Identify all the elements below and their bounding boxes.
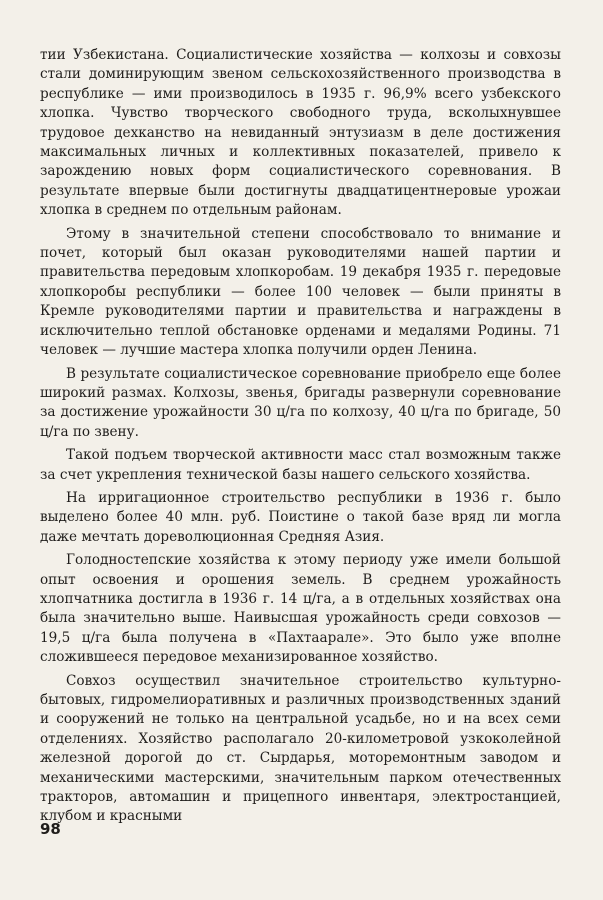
paragraph-3: В результате социалистическое соревнование приобрело еще более широкий размах. Колхозы, звенья, бригады развернули соревнование за достижение урожайности 30 ц/га по колхозу, 40 ц/га по бригаде, 50 ц/га по звену. <box>40 365 561 440</box>
page-text-body <box>40 46 561 866</box>
paragraph-4: Такой подъем творческой активности масс стал возможным также за счет укрепления технической базы нашего сельского хозяйства. <box>40 447 561 483</box>
paragraph-2: Этому в значительной степени способствовало то внимание и почет, который был оказан руководителями нашей партии и правительства передовым хлопкоробам. 19 декабря 1935 г. передовые хлопкоробы республики — более 100 человек — были приняты в Кремле руководителями партии и правительства и награждены в исключительно теплой обстановке орденами и медалями Родины. 71 человек — лучшие мастера хлопка получили орден Ленина. <box>40 225 561 359</box>
paragraph-1: тии Узбекистана. Социалистические хозяйства — колхозы и совхозы стали доминирующим звеном сельскохозяйственного производства в республике — ими производилось в 1935 г. 96,9% всего узбекского хлопка. Чувство творческого свободного труда, всколыхнувшее трудовое дехканство на невиданный энтузиазм в деле достижения максимальных личных и коллективных показателей, привело к зарождению новых форм социалистического соревнования. В результате впервые были достигнуты двадцатицентнеровые урожаи хлопка в среднем по отдельным районам. <box>40 47 561 219</box>
paragraph-7: Совхоз осуществил значительное строительство культурно-бытовых, гидромелиоративных и различных производственных зданий и сооружений не только на центральной усадьбе, но и на всех семи отделениях. Хозяйство располагало 20-километровой узкоколейной железной дорогой до ст. Сырдарья, моторемонтным заводом и механическими мастерскими, значительным парком отечественных тракторов, автомашин и прицепного инвентаря, электростанцией, клубом и красными <box>40 672 561 825</box>
paragraph-6: Голодностепские хозяйства к этому периоду уже имели большой опыт освоения и орошения земель. В среднем урожайность хлопчатника достигла в 1936 г. 14 ц/га, а в отдельных хозяйствах она была значительно выше. Наивысшая урожайность среди совхозов — 19,5 ц/га была получена в «Пахтаарале». Это было уже вполне сложившееся передовое механизированное хозяйство. <box>40 552 561 666</box>
paragraph-5: На ирригационное строительство республики в 1936 г. было выделено более 40 млн. руб. Поистине о такой базе вряд ли могла даже мечтать дореволюционная Средняя Азия. <box>40 489 561 545</box>
page-number: 98 <box>40 820 61 838</box>
